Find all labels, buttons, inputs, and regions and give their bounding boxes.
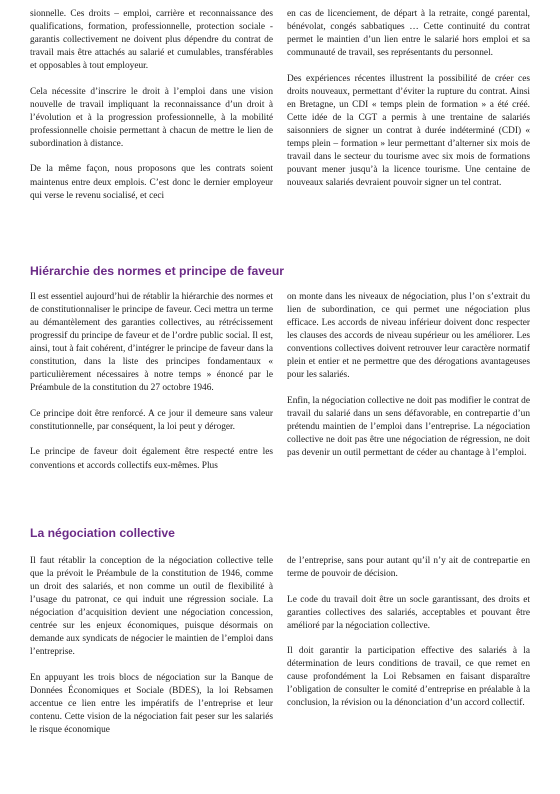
paragraph: Il faut rétablir la conception de la négociation collective telle que la prévoit le Préambule de la constitution de 1946, comme un droit des salariés, et non comme un outil de flexibilité à l’usage du patronat, ce qui induit une régression sociale. La négociation d’acquisition devient une négociation concession, centrée sur les enjeux économiques, puisque désormais on demande aux syndicats de négocier le maintien de l’emploi dans l’entreprise. [30, 556, 273, 658]
intro-right-column [287, 8, 530, 203]
paragraph: Il doit garantir la participation effective des salariés à la détermination de leurs conditions de travail, ce que remet en cause profondément la Loi Rebsamen en faisant disparaître l’obligation de consulter le comité d’entreprise en préalable à la conclusion, la révision ou la dénonciation d’un accord collectif. [287, 646, 530, 709]
paragraph: Il est essentiel aujourd’hui de rétablir la hiérarchie des normes et de constitutionnaliser le principe de faveur. Ceci mettra un terme au démantèlement des garanties collectives, au rétrécissement progressif du principe de faveur et de l’ordre public social. Il est, ainsi, tout à fait cohérent, d’intégrer le principe de faveur dans la constitution, dans la liste des principes fondamentaux « particulièrement nécessaires à notre temps » énoncé par le Préambule de la constitution du 27 octobre 1946. [30, 292, 273, 394]
paragraph: En appuyant les trois blocs de négociation sur la Banque de Données Économiques et Sociale (BDES), la loi Rebsamen accentue ce lien entre les impératifs de l’entreprise et leur contenu. Cette vision de la négociation fait peser sur les salariés le risque économique [30, 672, 273, 736]
paragraph: Des expériences récentes illustrent la possibilité de créer ces droits nouveaux, permettant d’éviter la rupture du contrat. Ainsi en Bretagne, un CDI « temps plein de formation » a été créé. Cette idée de la CGT a permis à une trentaine de salariés saisonniers de signer un contrat à durée indéterminé (CDI) « temps plein – formation » leur permettant d’alterner six mois de travail dans le secteur du tourisme avec six mois de formations pouvant mener jusqu’à la licence tourisme. Une centaine de nouveaux salariés devraient pouvoir signer un tel contrat. [287, 73, 530, 189]
paragraph: Cela nécessite d’inscrire le droit à l’emploi dans une vision nouvelle de travail impliquant la reconnaissance d’un droit à l’évolution et à la progression professionnelle, à la mobilité professionnelle choisie permettant à chacun de mettre le lien de subordination à distance. [30, 86, 273, 149]
negociation-left-column [30, 555, 273, 737]
paragraph: De la même façon, nous proposons que les contrats soient maintenus entre deux emplois. C’est donc le dernier employeur qui verse le revenu socialisé, et ceci [30, 164, 273, 201]
paragraph: Ce principe doit être renforcé. A ce jour il demeure sans valeur constitutionnelle, par conséquent, la loi peut y déroger. [30, 408, 273, 432]
paragraph: on monte dans les niveaux de négociation, plus l’on s’extrait du lien de subordination, ce qui permet une négociation plus efficace. Les accords de niveau inférieur doivent donc respecter les clauses des accords de niveau supérieur ou les améliorer. Les conventions collectives doivent retrouver leur caractère normatif plein et entier et ne permettre que des dérogations avantageuses pour les salariés. [287, 292, 530, 381]
paragraph: Le principe de faveur doit également être respecté entre les conventions et accords collectifs eux-mêmes. Plus [30, 447, 273, 471]
paragraph: en cas de licenciement, de départ à la retraite, congé parental, bénévolat, congés sabbatiques … Cette continuité du contrat permet le maintien d’un lien entre le salarié hors emploi et sa communauté de travail, ses représentants du personnel. [287, 9, 530, 59]
paragraph: de l’entreprise, sans pour autant qu’il n’y ait de contrepartie en terme de pouvoir de décision. [287, 556, 530, 580]
negociation-right-column [287, 555, 530, 737]
hierarchie-right-column [287, 291, 530, 473]
intro-left-column [30, 8, 273, 203]
negociation-section [30, 555, 530, 737]
intro-section [30, 8, 530, 203]
paragraph: Enfin, la négociation collective ne doit pas modifier le contrat de travail du salarié dans un sens défavorable, en contrepartie d’un prétendu maintien de l’emploi dans l’entreprise. La négociation collective ne doit pas être une négociation de régression, ne doit pas devenir un outil permettant de céder au chantage à l’emploi. [287, 395, 530, 459]
hierarchie-left-column [30, 291, 273, 473]
hierarchie-section [30, 291, 530, 473]
section-heading-negociation: La négociation collective [30, 526, 175, 540]
paragraph: sionnelle. Ces droits – emploi, carrière et reconnaissance des qualifications, formation, professionnelle, protection sociale - garantis collectivement ne doivent plus dépendre du contrat de travail mais être attachés au salarié et cumulables, transférables et opposables à tout employeur. [30, 9, 273, 72]
paragraph: Le code du travail doit être un socle garantissant, des droits et garanties collectives des salariés, acceptables et pouvant être amélioré par la négociation collective. [287, 594, 530, 631]
section-heading-hierarchie: Hiérarchie des normes et principe de faveur [30, 264, 285, 278]
